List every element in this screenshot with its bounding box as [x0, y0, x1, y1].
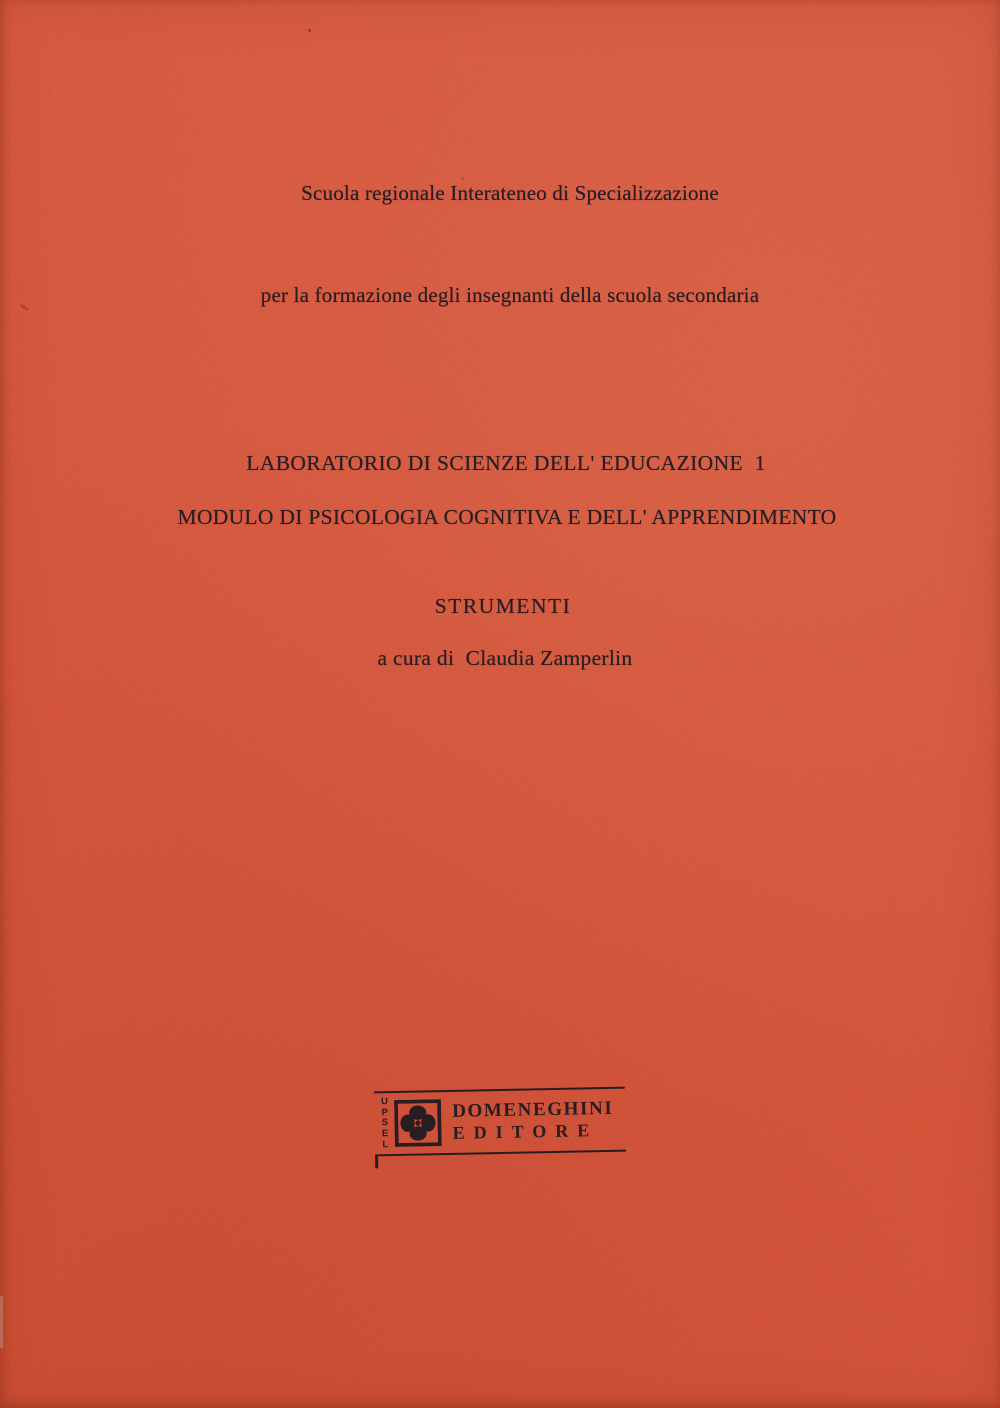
publisher-role: EDITORE — [452, 1120, 599, 1144]
editor-credit: a cura di Claudia Zamperlin — [377, 646, 633, 670]
section-title: STRUMENTI — [434, 594, 572, 618]
institution-line-1: Scuola regionale Interateneo di Specializzazione — [301, 181, 719, 205]
publisher-name: DOMENEGHINI — [452, 1097, 614, 1123]
institution-line-2: per la formazione degli insegnanti della scuola secondaria — [260, 283, 760, 307]
imprint-vertical-text: UPSEL — [380, 1096, 389, 1150]
publisher-names — [452, 1098, 614, 1144]
institution-heading — [10, 108, 1000, 380]
module-title: MODULO DI PSICOLOGIA COGNITIVA E DELL' APPRENDIMENTO — [177, 505, 837, 529]
scan-speck — [308, 29, 311, 32]
publisher-logo — [374, 1087, 626, 1157]
four-petal-flower-icon — [394, 1099, 442, 1147]
scan-edge-artifact — [0, 1296, 3, 1348]
series-title: LABORATORIO DI SCIENZE DELL' EDUCAZIONE 1 — [246, 451, 766, 475]
